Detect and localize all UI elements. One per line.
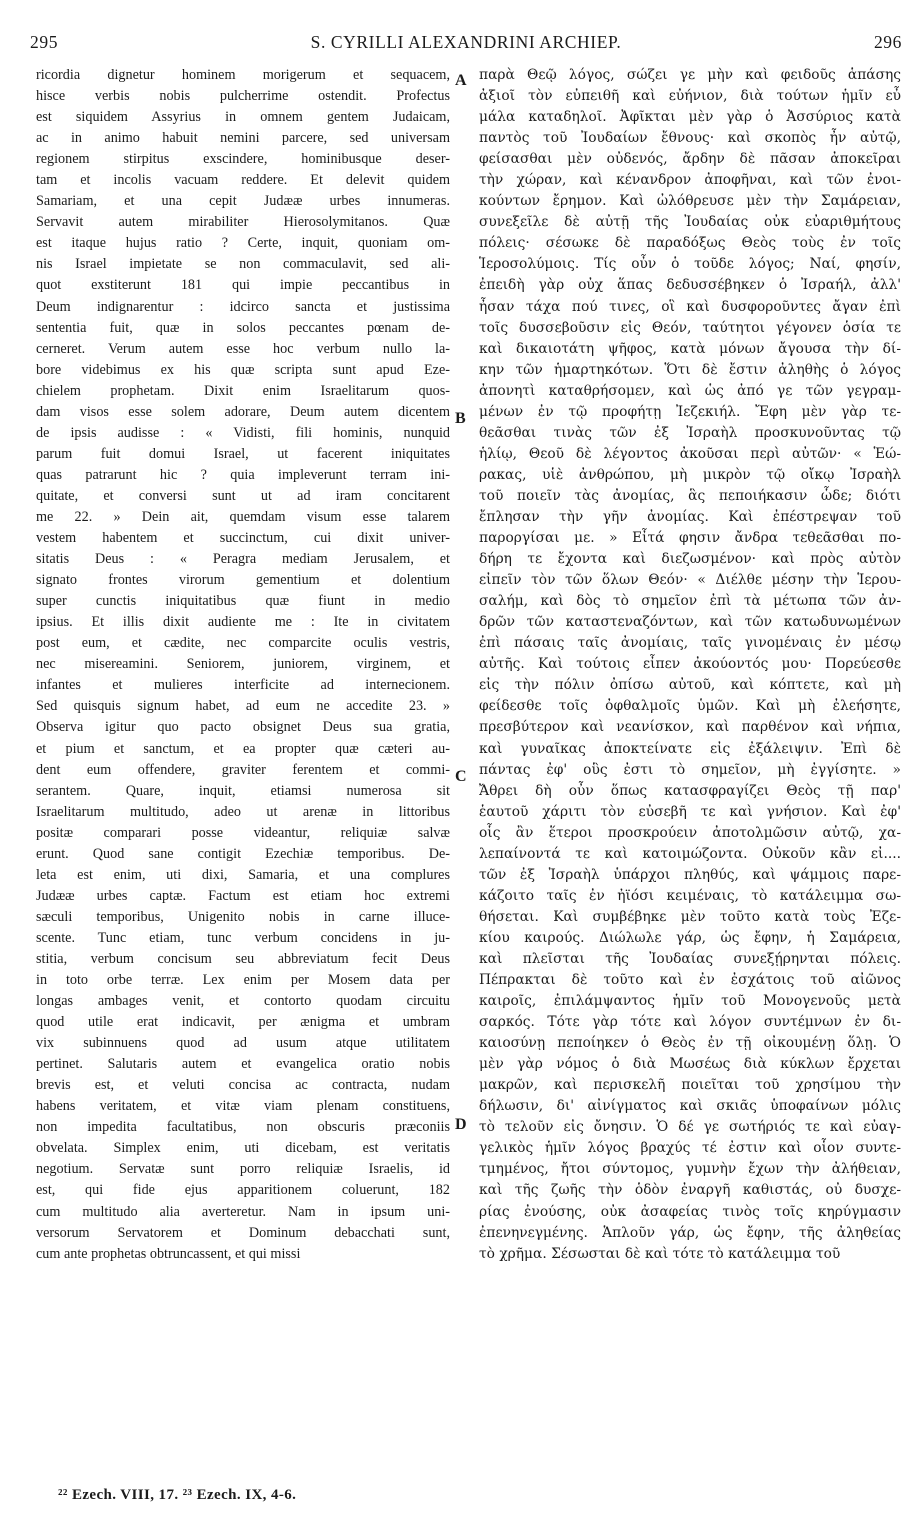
text-line: σαρκός. Τότε γὰρ τότε καὶ λόγον συντέμνων ἐν δι- [479, 1014, 901, 1031]
text-line: tam et incolis vacuam reddere. Et delevit quidem [36, 172, 450, 189]
text-line: μακρῶν, καὶ περισκελῆ ποιεῖται τοῦ χρησίμου τὴν [479, 1077, 901, 1094]
text-line: scente. Tunc etiam, tunc verbum concidens in ju- [36, 929, 450, 946]
column-marker-a: A [455, 72, 467, 89]
text-line: ἑαυτοῦ χάριτι τὸν εὐσεβῆ τε καὶ γνήσιον. Καὶ ἐφ' [479, 803, 901, 820]
text-line: parum fuit domui Israel, ut facerent iniquitates [36, 445, 450, 462]
text-line: nis Israel impietate se non commaculavit, sed ali- [36, 256, 450, 273]
page-header [30, 32, 902, 58]
text-line: de ipsis audisse : « Vidisti, fili hominis, nunquid [36, 424, 450, 441]
text-line: Ἄθρει δὴ οὖν ὅπως κατασφραγίζει Θεὸς τῇ παρ' [479, 782, 901, 799]
text-line: positæ comparari posse videantur, reliquiæ salvæ [36, 824, 450, 841]
text-line: καιροῖς, ἐπιλάμψαντος ἡμῖν τοῦ Μονογενοῦς μετὰ [479, 993, 901, 1010]
text-line: πόλεις· σέσωκε δὲ παραδόξως Θεὸς τοὺς ἐν τοῖς [479, 235, 901, 252]
text-line: serantem. Quare, inquit, etiamsi numerosa sit [36, 782, 450, 799]
text-line: καὶ πλεῖσται τῆς Ἰουδαίας συνεξῄρηνται πόλεις. [479, 950, 901, 967]
text-line: Observa igitur quo pacto obsignet Deus sua gratia, [36, 719, 450, 736]
text-line: δήλωσιν, δι' αἰνίγματος καὶ σκιᾶς ὑποφαίνων μόλις [479, 1098, 901, 1115]
page-number-left: 295 [30, 32, 59, 52]
text-line: τὸ τελοῦν εἰς ὄνησιν. Ὁ δέ γε σωτήριός τε καὶ εὐαγ- [479, 1119, 901, 1136]
latin-column [36, 65, 450, 1265]
text-line: φείδεσθε τοῖς ὀφθαλμοῖς ὑμῶν. Καὶ μὴ ἐλεήσητε, [479, 698, 901, 715]
text-line: μένων ἐν τῷ προφήτῃ Ἰεζεκιήλ. Ἔφη μὲν γὰρ τε- [479, 403, 901, 420]
text-line: Judææ urbes captæ. Factum est etiam hoc extremi [36, 887, 450, 904]
text-line: Samariam, et una cepit Judææ urbes innumeras. [36, 193, 450, 210]
text-line: κίου καιρούς. Διώλωλε γάρ, ὡς ἔφην, ἡ Σαμάρεια, [479, 929, 901, 946]
text-line: ἡλίῳ, Θεοῦ δὲ λέγοντος ἀκοῦσαι περὶ αὐτῶν· « Ἑώ- [479, 445, 901, 462]
footnote: ²² Ezech. VIII, 17. ²³ Ezech. IX, 4-6. [58, 1487, 297, 1503]
greek-column [479, 65, 901, 1265]
text-line: παντὸς τοῦ Ἰουδαίων ἔθνους· καὶ σκοπὸς ἦν αὐτῷ, [479, 130, 901, 147]
text-line: dam visos esse solem adorare, Deum autem dicentem [36, 403, 450, 420]
text-line: ipsius. Et illis dixit audiente me : Ite in civitatem [36, 614, 450, 631]
text-line: δρῶν τῶν καταστεναζόντων, καὶ τῶν κατωδυνωμένων [479, 614, 901, 631]
text-line: τμημένος, ἤτοι σύντομος, γυμνὴν ἔχων τὴν ἀλήθειαν, [479, 1161, 901, 1178]
text-line: sententia fuit, quæ in solos peccantes pœnam de- [36, 319, 450, 336]
text-line: ἦσαν τάχα πού τινες, οἳ καὶ δυσφοροῦντες ἄγαν ἐπὶ [479, 298, 901, 315]
text-line: παρὰ Θεῷ λόγος, σώζει γε μὴν καὶ φειδοῦς ἁπάσης [479, 67, 901, 83]
text-line: λεπαίνοντά τε καὶ κατοιμώζοντα. Οὐκοῦν κἂν εἰ.... [479, 845, 901, 862]
text-line: καὶ τῆς ζωῆς τὴν ὁδὸν ἐναργῆ καθιστάς, οὐ δυσχε- [479, 1182, 901, 1199]
text-line: versorum Servatorem et Dominum debacchati sunt, [36, 1224, 450, 1241]
text-line: hisce verbis nobis pulcherrime ostendit. Profectus [36, 88, 450, 105]
text-line: Πέπρακται δὲ τοῦτο καὶ ἐν ἐσχάτοις τοῦ αἰῶνος [479, 972, 901, 989]
text-line: et pium et sanctum, et ea propter quæ cæteri au- [36, 740, 450, 757]
text-line: chielem prophetam. Dixit enim Israelitarum quos- [36, 382, 450, 399]
text-line: signato frontes virorum gementium et dolentium [36, 572, 450, 589]
text-line: longas ambages venit, et contorto quodam circuitu [36, 993, 450, 1010]
text-line: brevis est, et veluti concisa ac contracta, nudam [36, 1077, 450, 1094]
text-line: est itaque hujus ratio ? Certe, inquit, quoniam om- [36, 235, 450, 252]
text-line: συνεξεῖλε δὲ αὐτῇ τῆς Ἰουδαίας οὐκ εὐαριθμήτους [479, 214, 901, 231]
text-line: κην τῶν ἡμαρτηκότων. Ὅτι δὲ ἔστιν ἀληθὴς ὁ λόγος [479, 361, 901, 378]
text-line: obvelata. Simplex enim, uti dicebam, est veritatis [36, 1140, 450, 1157]
text-line: sæculi temporibus, Unigenito nobis in carne illuce- [36, 908, 450, 925]
text-line: stitia, verbum concisum seu abbreviatum fecit Deus [36, 950, 450, 967]
text-line: ricordia dignetur hominem morigerum et sequacem, [36, 67, 450, 83]
text-line: cum multitudo alia averteretur. Nam in ipsum uni- [36, 1203, 450, 1220]
text-line: quot exstiterunt 181 qui impie peccantibus in [36, 277, 450, 294]
text-line: ἐπειδὴ γὰρ οὐχ ἅπας δεδυσσέβηκεν ὁ Ἰσραήλ, ἀλλ' [479, 277, 901, 294]
column-marker-c: C [455, 768, 467, 785]
text-line: dent eum offendere, graviter ferentem et commi- [36, 761, 450, 778]
text-line: bore videbimus ex his quæ scripta sunt apud Eze- [36, 361, 450, 378]
text-line: ἔπλησαν τὴν γῆν ἀνομίας. Καὶ ἐπέστρεψαν τοῦ [479, 508, 901, 525]
text-line: ἀξιοῖ τὸν εὐπειθῆ καὶ εὐήνιον, διὰ τούτων ἡμῖν εὖ [479, 88, 901, 105]
text-line: Sed quisquis signum habet, ad eum ne accedite 23. » [36, 698, 450, 715]
text-line: est siquidem Assyrius in omnem gentem Judaicam, [36, 109, 450, 126]
text-line: μὲν γὰρ νόμος ὁ διὰ Μωσέως διὰ κύκλων ἔρχεται [479, 1056, 901, 1073]
text-line: vestem habentem et succinctum, cui dixit univer- [36, 530, 450, 547]
text-line: non impedita facultatibus, non obscuris præconiis [36, 1119, 450, 1136]
text-line: κούντων ἔρημον. Καὶ ὠλόθρευσε μὲν τὴν Σαμάρειαν, [479, 193, 901, 210]
text-line: καὶ γυναῖκας ἀποκτείνατε εἰς ἐξάλειψιν. Ἐπὶ δὲ [479, 740, 901, 757]
text-line: super cunctis iniquitatibus quæ fiunt in medio [36, 593, 450, 610]
text-line: σαλήμ, καὶ δὸς τὸ σημεῖον ἐπὶ τὰ μέτωπα τῶν ἀν- [479, 593, 901, 610]
text-line: regionem stirpitus exscindere, hominibusque deser- [36, 151, 450, 168]
text-line: leta est enim, uti dixi, Samaria, et una complures [36, 866, 450, 883]
text-line: cum ante prophetas obtruncassent, et qui missi [36, 1245, 301, 1262]
text-line: κάζοιτο ταῖς ἐν ἠϊόσι κειμέναις, τὸ κατάλειμμα σω- [479, 887, 901, 904]
text-line: θήσεται. Καὶ συμβέβηκε μὲν τοῦτο κατὰ τοὺς Ἐζε- [479, 908, 901, 925]
text-line: cerneret. Verum autem esse hoc verbum nullo la- [36, 340, 450, 357]
text-line: negotium. Servatæ sunt porro reliquiæ Israelis, id [36, 1161, 450, 1178]
text-line: erunt. Quod sane contigit Ezechiæ temporibus. De- [36, 845, 450, 862]
text-line: Israelitarum multitudo, adeo ut arenæ in littoribus [36, 803, 450, 820]
text-line: ἐπὶ πάσαις ταῖς ἀνομίαις, ταῖς γινομέναις ἐν μέσῳ [479, 635, 901, 652]
text-line: καιοσύνῃ πεποίηκεν ὁ Θεὸς ἐν τῇ οἰκουμένῃ ὅλῃ. Ὁ [479, 1035, 901, 1052]
text-line: Deum indignarentur : idcirco sancta et justissima [36, 298, 450, 315]
text-line: τῶν ἐξ Ἰσραὴλ ὑπάρχοι πληθύς, καὶ ψάμμοις παρε- [479, 866, 901, 883]
text-line: habens veritatem, et vitæ viam plenam constituens, [36, 1098, 450, 1115]
text-line: καὶ δικαιοτάτη ψῆφος, κατὰ μόνων ἄγουσα τὴν δί- [479, 340, 901, 357]
running-title: S. CYRILLI ALEXANDRINI ARCHIEP. [310, 32, 622, 52]
text-line: φείσασθαι μὲν οὐδενός, ἄρδην δὲ πᾶσαν ἀποκεῖραι [479, 151, 901, 168]
text-line: ρίας ἐνούσης, οὐκ ἀσαφείας τινὸς τοῖς κηρύγμασιν [479, 1203, 901, 1220]
column-marker-b: B [455, 410, 466, 427]
text-line: nec misereamini. Seniorem, juniorem, virginem, et [36, 656, 450, 673]
text-line: τοῖς δυσσεβοῦσιν εἰς Θεόν, ταύτητοι γέγονεν ὁσία τε [479, 319, 901, 336]
text-line: εἰπεῖν τὸν τῶν ὅλων Θεόν· « Διέλθε μέσην τὴν Ἱερου- [479, 572, 901, 589]
text-line: εἰς τὴν πόλιν ὀπίσω αὐτοῦ, καὶ κόπτετε, καὶ μὴ [479, 677, 901, 694]
text-line: in toto orbe terræ. Lex enim per Mosem data per [36, 972, 450, 989]
text-line: quitate, et conversi sunt ut ad iram concitarent [36, 487, 450, 504]
text-line: γελικὸς ἡμῖν λόγος βραχύς τέ ἐστιν καὶ οἷον συντε- [479, 1140, 901, 1157]
text-line: post eum, et cædite, nec comparcite oculis vestris, [36, 635, 450, 652]
text-line: ἀπονητὶ καταθρήσομεν, καὶ ὡς ἀπό γε τῶν γεγραμ- [479, 382, 901, 399]
text-line: est, qui fide ejus apparitionem coluerunt, 182 [36, 1182, 450, 1199]
text-line: quas patrarunt hic ? quia impleverunt terram ini- [36, 466, 450, 483]
text-line: quod utile erat indicavit, per ænigma et umbram [36, 1014, 450, 1031]
text-line: pertinet. Salutaris autem et evangelica oratio nobis [36, 1056, 450, 1073]
text-line: me 22. » Dein ait, quemdam visum esse talarem [36, 508, 450, 525]
text-line: τοῦ ποιεῖν τὰς ἀνομίας, ἃς πεποιήκασιν ὧδε; διότι [479, 487, 901, 504]
text-line: infantes et mulieres interficite ad internecionem. [36, 677, 450, 694]
text-line: sitatis Deus : « Peragra mediam Jerusalem, et [36, 551, 450, 568]
text-line: πρεσβύτερον καὶ νεανίσκον, καὶ παρθένον καὶ νήπια, [479, 719, 901, 736]
text-line: πάντας ἐφ' οὓς ἐστι τὸ σημεῖον, μὴ ἐγγίσητε. » [479, 761, 901, 778]
text-line: οἷς ἂν ἕτεροι προσκρούειν ἀποτολμῶσιν αὐτῷ, χα- [479, 824, 901, 841]
text-line: παροργίσαι με. » Εἶτά φησιν ἄνδρα τεθεᾶσθαι πο- [479, 530, 901, 547]
text-line: τὴν χώραν, καὶ κένανδρον ἀποφῆναι, καὶ τῶν ἐνοι- [479, 172, 901, 189]
text-line: ρακας, υἱὲ ἀνθρώπου, μὴ μικρὸν τῷ οἴκῳ Ἰσραὴλ [479, 466, 901, 483]
text-line: Ἱεροσολύμοις. Τίς οὖν ὁ τοῦδε λόγος; Ναί, φησίν, [479, 256, 901, 273]
text-line: θεᾶσθαι τινὰς τῶν ἐξ Ἰσραὴλ προσκυνοῦντας τῷ [479, 424, 901, 441]
text-line: Servavit autem mirabiliter Hierosolymitanos. Quæ [36, 214, 450, 231]
text-line: τὸ χρῆμα. Σέσωσται δὲ καὶ τότε τὸ κατάλειμμα τοῦ [479, 1245, 841, 1262]
text-line: vix subinnuens quod ad usum atque utilitatem [36, 1035, 450, 1052]
text-line: μάλα καταδηλοῖ. Ἀφῖκται μὲν γὰρ ὁ Ἀσσύριος κατὰ [479, 109, 901, 126]
page-number-right: 296 [873, 32, 902, 52]
text-line: δήρη τε ἔχοντα καὶ διεζωσμένον· καὶ πρὸς αὐτὸν [479, 551, 901, 568]
text-line: αὐτῆς. Καὶ τούτοις εἶπεν ἀκούοντός μου· Πορεύεσθε [479, 656, 901, 673]
text-line: ἐπενηνεγμένης. Ἁπλοῦν γάρ, ὡς ἔφην, τῆς ἀληθείας [479, 1224, 901, 1241]
column-marker-d: D [455, 1116, 467, 1133]
text-line: ac in animo habuit nemini parcere, sed universam [36, 130, 450, 147]
